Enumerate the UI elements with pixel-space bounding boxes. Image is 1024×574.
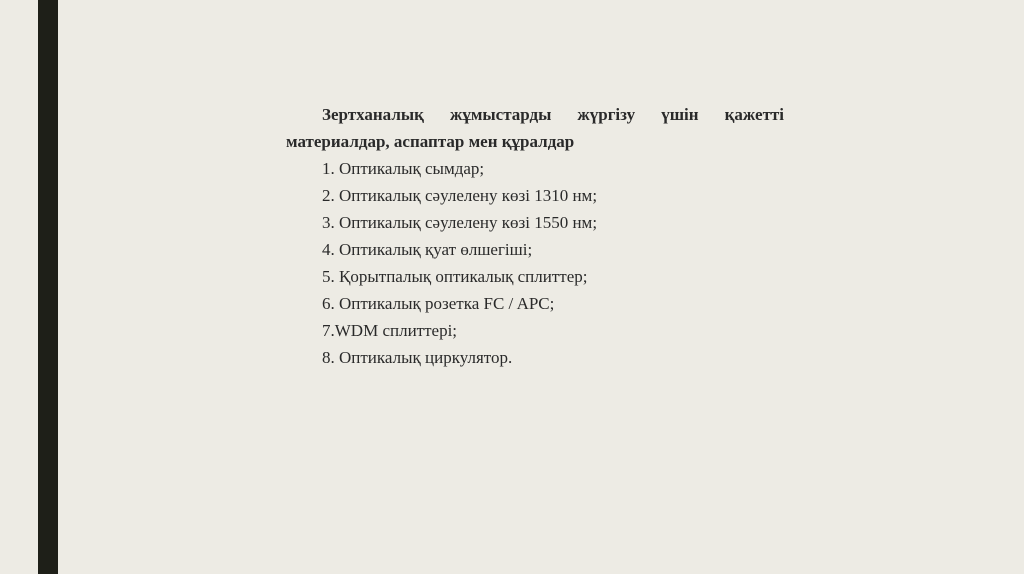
- list-item: 1. Оптикалық сымдар;: [322, 159, 485, 178]
- heading-line-1: Зертханалық жұмыстарды жүргізу үшін қажетті: [322, 105, 784, 124]
- list-item: 4. Оптикалық қуат өлшегіші;: [322, 240, 533, 259]
- materials-list: [286, 155, 784, 371]
- list-item: 5. Қорытпалық оптикалық сплиттер;: [322, 267, 588, 286]
- heading-line-2: материалдар, аспаптар мен құралдар: [286, 132, 575, 151]
- list-item: 8. Оптикалық циркулятор.: [322, 348, 513, 367]
- accent-bar: [38, 0, 58, 574]
- slide-content: [286, 101, 784, 371]
- slide-heading: [286, 101, 784, 155]
- list-item: 2. Оптикалық сәулелену көзі 1310 нм;: [322, 186, 598, 205]
- list-item: 7.WDM сплиттері;: [322, 321, 458, 340]
- list-item: 3. Оптикалық сәулелену көзі 1550 нм;: [322, 213, 598, 232]
- list-item: 6. Оптикалық розетка FC / APC;: [322, 294, 555, 313]
